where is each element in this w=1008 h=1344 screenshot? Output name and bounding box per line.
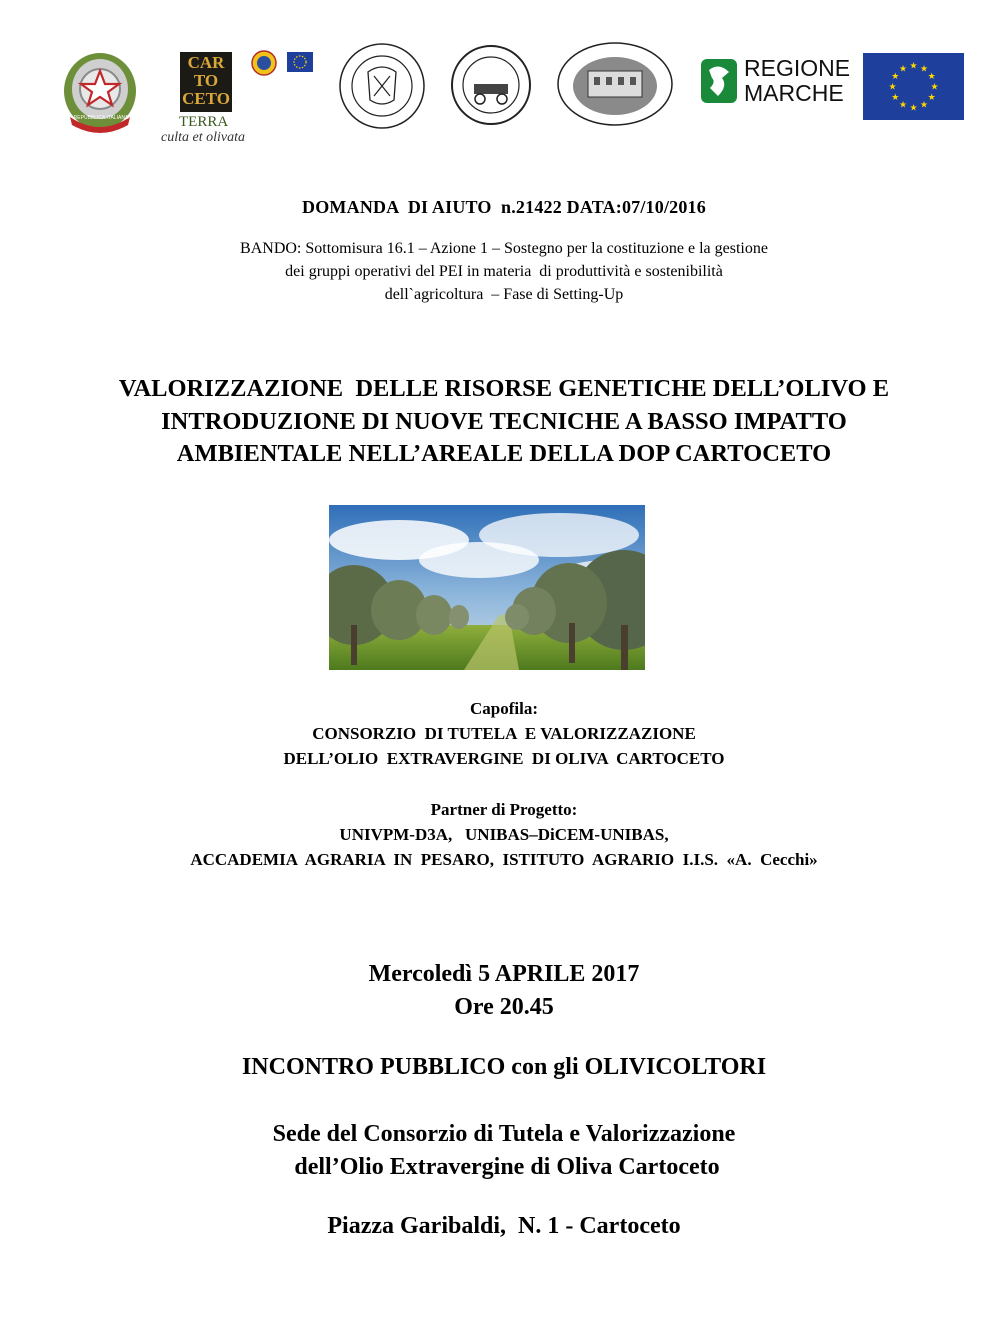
eu-star-icon: ★ <box>927 92 936 102</box>
logo-cartoceto-terra <box>160 52 260 147</box>
logo-accademia-agraria <box>450 44 532 126</box>
venue-line: dell’Olio Extravergine di Oliva Cartoceto <box>288 1153 720 1180</box>
logo-eu-small <box>287 52 313 72</box>
title-line: AMBIENTALE NELL’AREALE DELLA DOP CARTOCETO <box>176 440 832 467</box>
eu-star-icon: ★ <box>927 71 936 81</box>
eu-star-icon: ★ <box>891 92 900 102</box>
event-address: Piazza Garibaldi, N. 1 - Cartoceto <box>327 1213 681 1239</box>
project-title <box>0 373 1008 471</box>
capofila-label: Capofila: <box>470 699 538 718</box>
eu-star-icon: ★ <box>909 102 918 113</box>
bando-line: dei gruppi operativi del PEI in materia di produttività e sostenibilità <box>285 263 723 280</box>
bando-line: BANDO: Sottomisura 16.1 – Azione 1 – Sostegno per la costituzione e la gestione <box>240 240 768 257</box>
eu-star-icon: ★ <box>930 81 939 92</box>
olive-grove-photo <box>329 505 645 670</box>
logo-eu-flag <box>863 53 964 120</box>
regione-line1: REGIONE <box>744 55 851 81</box>
regione-line2: MARCHE <box>744 80 844 106</box>
eu-star-icon: ★ <box>898 99 908 110</box>
logo-univpm <box>338 42 426 130</box>
eu-star-icon: ★ <box>909 60 918 71</box>
domanda-aiuto: DOMANDA DI AIUTO n.21422 DATA:07/10/2016 <box>302 197 706 217</box>
capofila-block <box>0 696 1008 771</box>
event-datetime <box>0 958 1008 1023</box>
event-time: Ore 20.45 <box>454 993 554 1020</box>
partner-block <box>0 797 1008 872</box>
eu-star-icon: ★ <box>898 63 908 74</box>
partner-line: UNIVPM-D3A, UNIBAS–DiCEM-UNIBAS, <box>339 825 669 844</box>
eu-star-icon: ★ <box>891 71 900 81</box>
repubblica-text: REPUBBLICA ITALIANA <box>73 115 129 121</box>
eu-star-icon: ★ <box>919 63 929 74</box>
event-venue <box>0 1118 1008 1183</box>
terra-text: TERRA <box>179 114 229 130</box>
eu-star-icon: ★ <box>919 99 929 110</box>
venue-line: Sede del Consorzio di Tutela e Valorizzazione <box>272 1121 736 1147</box>
title-line: VALORIZZAZIONE DELLE RISORSE GENETICHE DELL’OLIVO E <box>118 375 890 402</box>
terra-motto: culta et olivata <box>161 130 245 145</box>
title-line: INTRODUZIONE DI NUOVE TECNICHE A BASSO IMPATTO <box>161 407 847 435</box>
event-title: INCONTRO PUBBLICO con gli OLIVICOLTORI <box>241 1054 767 1080</box>
bando-line: dell`agricoltura – Fase di Setting-Up <box>384 286 624 303</box>
eu-star-icon: ★ <box>888 81 897 92</box>
partner-line: ACCADEMIA AGRARIA IN PESARO, ISTITUTO AGRARIO I.I.S. «A. Cecchi» <box>190 850 818 869</box>
cartoceto-mark: CAR TO CETO <box>180 52 232 112</box>
logo-regione-marche <box>700 55 851 110</box>
capofila-line: DELL’OLIO EXTRAVERGINE DI OLIVA CARTOCETO <box>283 749 725 768</box>
partner-label: Partner di Progetto: <box>430 800 578 819</box>
logo-dop-badge <box>251 50 277 76</box>
logo-repubblica-italiana <box>60 47 140 135</box>
event-date: Mercoledì 5 APRILE 2017 <box>368 961 640 987</box>
logo-iis-cecchi <box>556 41 674 127</box>
bando-block <box>0 237 1008 306</box>
capofila-line: CONSORZIO DI TUTELA E VALORIZZAZIONE <box>312 724 696 743</box>
